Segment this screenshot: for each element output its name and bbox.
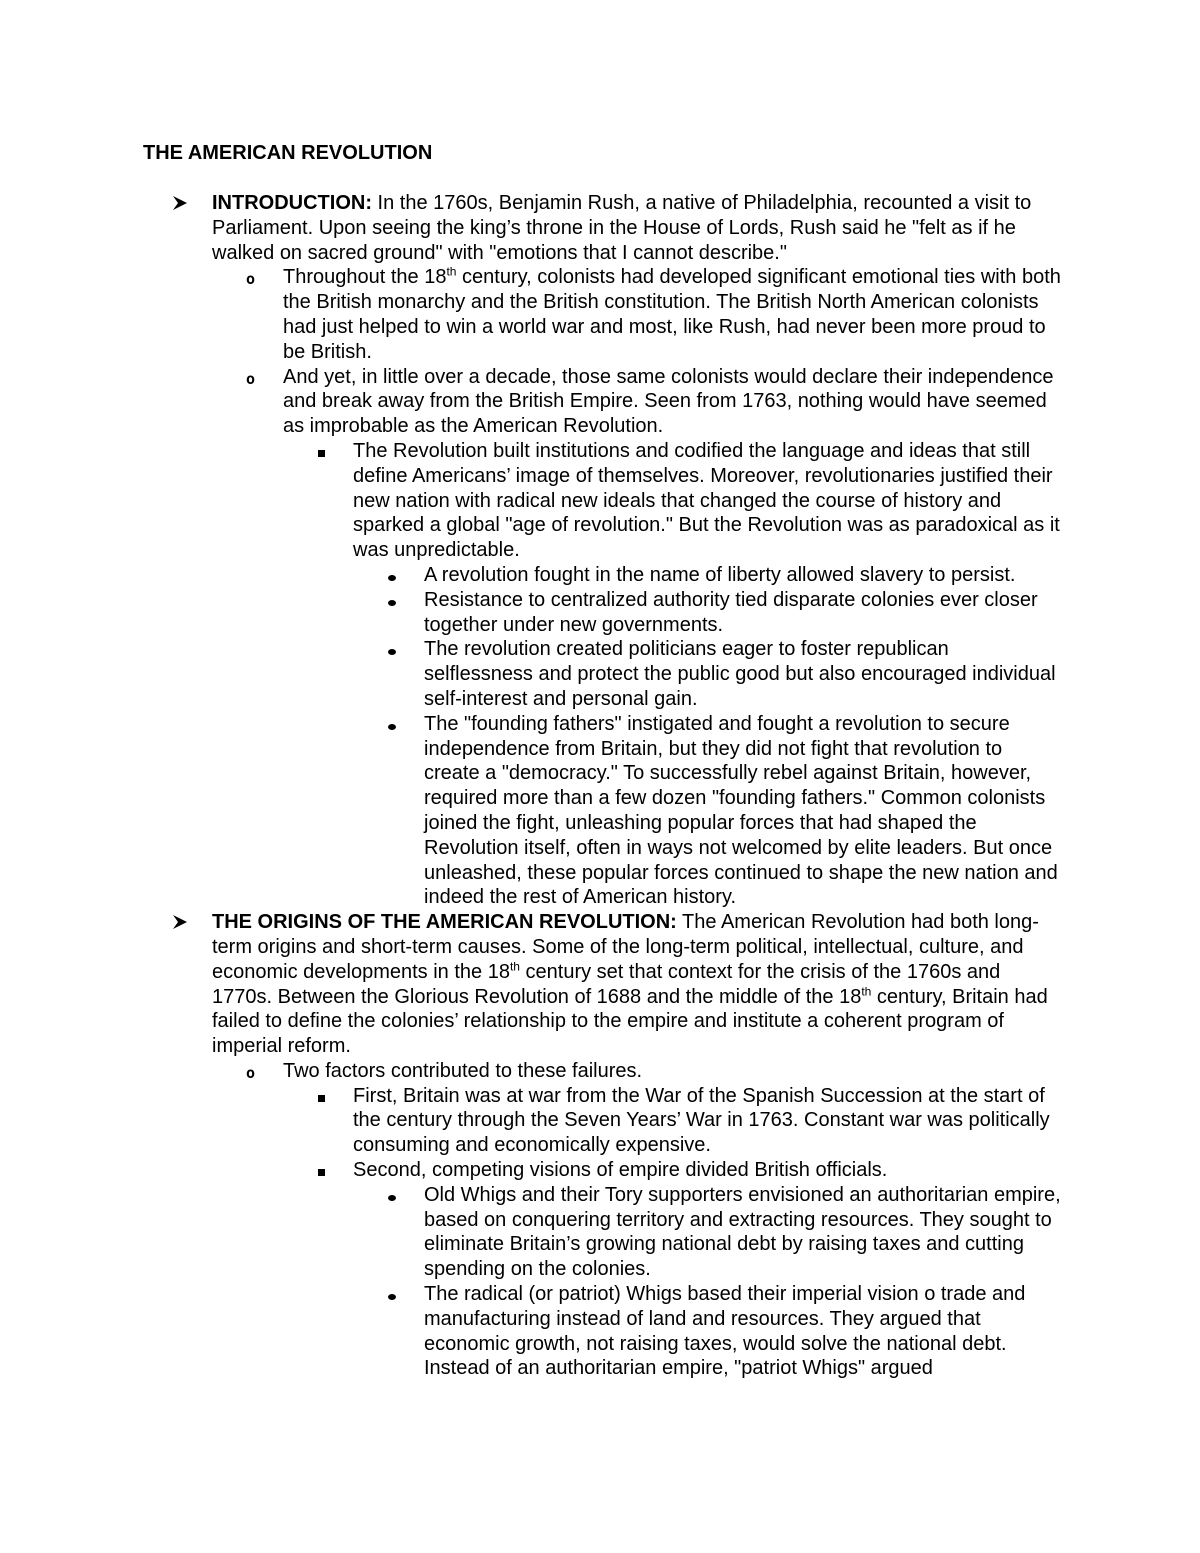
round-bullet-icon [388, 588, 396, 613]
square-bullet-icon [318, 1084, 325, 1109]
two-factors-text: Two factors contributed to these failures. [283, 1059, 643, 1082]
paradox-point-text: Resistance to centralized authority tied disparate colonies ever closer together under new governments. [424, 588, 1038, 636]
hollow-o-bullet-icon: o [246, 369, 256, 388]
introduction-heading: INTRODUCTION: [212, 192, 372, 214]
vision-text: Old Whigs and their Tory supporters envisioned an authoritarian empire, based on conquering territory and extracting resources. They sought to eliminate Britain’s growing national debt by raising taxes and cutting spending on the colonies. [424, 1183, 1061, 1281]
square-bullet-icon [318, 1158, 325, 1183]
outline-item-two-factors [0, 1059, 1062, 1084]
list-item [0, 637, 1062, 711]
outline-item-introduction [0, 191, 1062, 265]
revolution-built-text: The Revolution built institutions and codified the language and ideas that still define Americans’ image of themselves. Moreover, revolutionaries justified their new nation with radical new ideals that changed the course of history and sparked a global "age of revolution." But the Revolution was as paradoxical as it was unpredictable. [353, 439, 1060, 562]
document-title: THE AMERICAN REVOLUTION [143, 142, 433, 164]
outline-item-emotional-ties [0, 265, 1062, 364]
outline [0, 191, 1200, 1381]
paradox-point-text: A revolution fought in the name of liberty allowed slavery to persist. [424, 563, 1016, 586]
arrowhead-bullet-icon [172, 191, 188, 211]
list-item [0, 712, 1062, 910]
outline-item-and-yet [0, 365, 1062, 439]
round-bullet-icon [388, 712, 396, 737]
round-bullet-icon [388, 637, 396, 662]
outline-item-origins [0, 910, 1062, 1059]
list-item [0, 563, 1062, 588]
round-bullet-icon [388, 1183, 396, 1208]
origins-text-a: The American Revolution had both long-term origins and short-term causes. Some of the long-term political, intellectual, culture, and economic developments in the 18 [212, 911, 1039, 983]
superscript: th [509, 959, 520, 974]
round-bullet-icon [388, 563, 396, 588]
introduction-text: In the 1760s, Benjamin Rush, a native of Philadelphia, recounted a visit to Parliament. Upon seeing the king’s throne in the House of Lords, Rush said he "felt as if he walked on sacred ground" with "emotions that I cannot describe." [212, 192, 1032, 264]
hollow-o-bullet-icon: o [246, 270, 256, 289]
list-item [0, 588, 1062, 638]
origins-text-b: century set that context for the crisis of the 1760s and 1770s. Between the Glorious Revolution of 1688 and the middle of the 18 [212, 960, 1001, 1008]
hollow-o-bullet-icon: o [246, 1063, 256, 1082]
outline-item-factor-war [0, 1084, 1062, 1158]
list-item [0, 1183, 1062, 1282]
paradox-point-text: The "founding fathers" instigated and fought a revolution to secure independence from Britain, but they did not fight that revolution to create a "democracy." To successfully rebel against Britain, however, required more than a few dozen "founding fathers." Common colonists joined the fight, unleashing popular forces that had shaped the Revolution itself, often in ways not welcomed by elite leaders. But once unleashed, these popular forces continued to shape the new nation and indeed the rest of American history. [424, 712, 1058, 909]
superscript: th [861, 983, 872, 998]
origins-heading: THE ORIGINS OF THE AMERICAN REVOLUTION: [212, 911, 677, 934]
and-yet-text: And yet, in little over a decade, those same colonists would declare their independence and break away from the British Empire. Seen from 1763, nothing would have seemed as improbable as the American Revolution. [283, 365, 1054, 438]
factor-war-text: First, Britain was at war from the War of the Spanish Succession at the start of the century through the Seven Years’ War in 1763. Constant war was politically consuming and economically expensive. [353, 1084, 1050, 1157]
superscript: th [446, 264, 457, 279]
outline-item-factor-visions [0, 1158, 1062, 1183]
factor-visions-text: Second, competing visions of empire divided British officials. [353, 1159, 888, 1182]
emotional-ties-text-start: Throughout the 18 [283, 266, 447, 289]
origins-text-c: century, Britain had failed to define the colonies’ relationship to the empire and institute a coherent program of imperial reform. [212, 985, 1048, 1058]
outline-item-revolution-built [0, 439, 1062, 563]
paradox-point-text: The revolution created politicians eager to foster republican selflessness and protect the public good but also encouraged individual self-interest and personal gain. [424, 638, 1056, 710]
vision-text: The radical (or patriot) Whigs based their imperial vision o trade and manufacturing instead of land and resources. They argued that economic growth, not raising taxes, would solve the national debt. Instead of an authoritarian empire, "patriot Whigs" argued [424, 1283, 1026, 1380]
round-bullet-icon [388, 1282, 396, 1307]
square-bullet-icon [318, 439, 325, 464]
list-item [0, 1282, 1062, 1381]
arrowhead-bullet-icon [172, 910, 188, 930]
emotional-ties-text-end: century, colonists had developed significant emotional ties with both the British monarchy and the British constitution. The British North American colonists had just helped to win a world war and most, like Rush, had never been more proud to be British. [283, 266, 1061, 363]
